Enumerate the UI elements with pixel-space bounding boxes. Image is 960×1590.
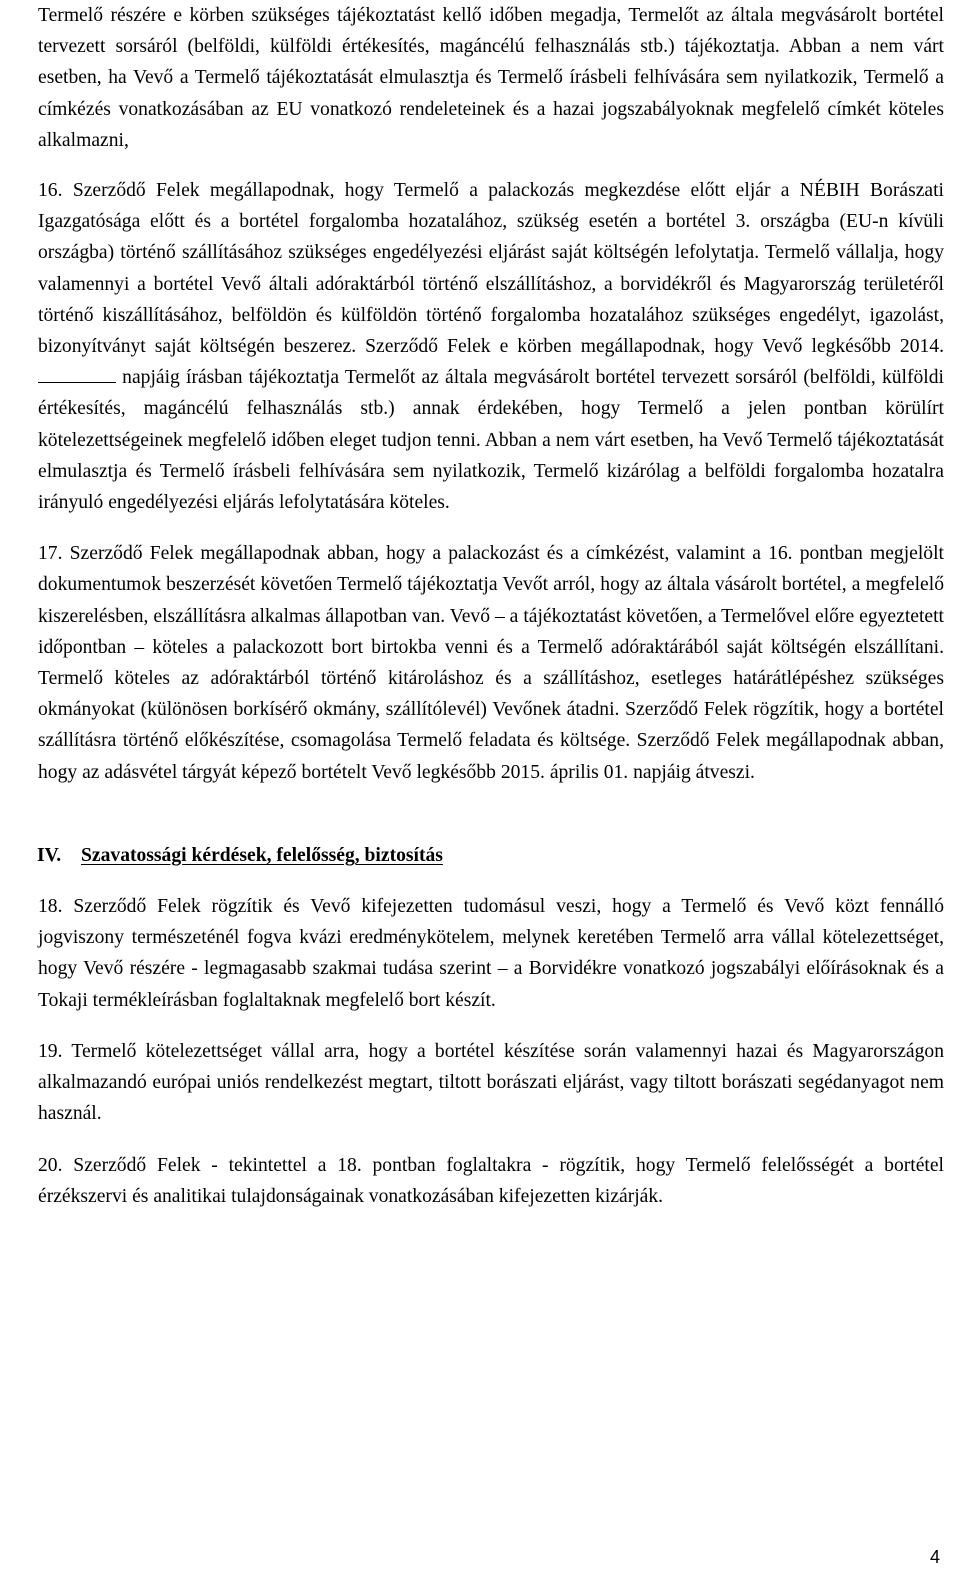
section-title: Szavatossági kérdések, felelősség, biztosítás [81,844,443,866]
clause-number: 19. [38,1040,63,1062]
clause-17-text: Szerződő Felek megállapodnak abban, hogy a palackozást és a címkézést, valamint a 16. pontban megjelölt dokumentumok beszerzését követően Termelő tájékoztatja Vevőt arról, hogy az általa vásárolt bortétel, a megfelelő kiszerelésben, elszállításra alkalmas állapotban van. Vevő – a tájékoztatást követően, a Termelővel előre egyeztetett időpontban – köteles a palackozott bort birtokba venni és a Termelő adóraktárából saját költségén elszállítani. Termelő köteles az adóraktárból történő kitároláshoz és a szállításhoz, esetleges határátlépéshez szükséges okmányokat (különösen borkísérő okmány, szállítólevél) Vevőnek átadni. Szerződő Felek rögzítik, hogy a bortétel szállításra történő előkészítése, csomagolása Termelő feladata és költsége. Szerződő Felek megállapodnak abban, hogy az adásvétel tárgyát képező bortételt Vevő legkésőbb 2015. április 01. napjáig átveszi. [38,543,944,783]
section-heading [37,840,944,871]
intro-paragraph: Termelő részére e körben szükséges tájékoztatást kellő időben megadja, Termelőt az általa megvásárolt bortétel tervezett sorsáról (belföldi, külföldi értékesítés, magáncélú felhasználás stb.) tájékoztatja. Abban a nem várt esetben, ha Vevő a Termelő tájékoztatását elmulasztja és Termelő írásbeli felhívására sem nyilatkozik, Termelő a címkézés vonatkozásában az EU vonatkozó rendeleteinek és a hazai jogszabályoknak megfelelő címkét köteles alkalmazni, [38,5,944,151]
clause-16-text-part2: napjáig írásban tájékoztatja Termelőt az általa megvásárolt bortétel tervezett sorsáról (belföldi, külföldi értékesítés, magáncélú felhasználás stb.) annak érdekében, hogy Termelő a jelen pontban körülírt kötelezettségeinek megfelelő időben eleget tudjon tenni. Abban a nem várt esetben, ha Vevő Termelő tájékoztatását elmulasztja és Termelő írásbeli felhívására sem nyilatkozik, Termelő kizárólag a belföldi forgalomba hozatalra irányuló engedélyezési eljárás lefolytatására köteles. [38,367,944,514]
clause-17 [38,538,944,788]
clause-number: 18. [38,896,63,918]
clause-number: 20. [38,1154,63,1176]
date-blank-line [38,365,116,383]
clause-19 [38,1036,944,1130]
clause-19-text: Termelő kötelezettséget vállal arra, hogy a bortétel készítése során valamennyi hazai és Magyarországon alkalmazandó európai uniós rendelkezést megtart, tiltott borászati eljárást, vagy tiltott borászati segédanyagot nem használ. [38,1040,944,1125]
section-roman-numeral: IV. [37,844,62,866]
document-page [38,0,944,1212]
clause-20-text: Szerződő Felek - tekintettel a 18. pontban foglaltakra - rögzítik, hogy Termelő felelősségét a bortétel érzékszervi és analitikai tulajdonságainak vonatkozásában kifejezetten kizárják. [38,1154,944,1207]
page-number: 4 [929,1547,940,1567]
clause-number: 17. [38,543,63,565]
clause-20 [38,1150,944,1212]
clause-16-text-part1: Szerződő Felek megállapodnak, hogy Termelő a palackozás megkezdése előtt eljár a NÉBIH Borászati Igazgatósága előtt és a bortétel forgalomba hozatalához, szükség esetén a bortétel 3. országba (EU-n kívüli országba) történő szállításához szükséges engedélyezési eljárást saját költségén lefolytatja. Termelő vállalja, hogy valamennyi a bortétel Vevő általi adóraktárból történő elszállításhoz, a borvidékről és Magyarország területéről történő kiszállításához, belföldön és külföldön történő forgalomba hozatalához szükséges engedélyt, igazolást, bizonyítványt saját költségén beszerez. Szerződő Felek e körben megállapodnak, hogy Vevő legkésőbb 2014. [38,180,944,358]
clause-18 [38,891,944,1016]
clause-18-text: Szerződő Felek rögzítik és Vevő kifejezetten tudomásul veszi, hogy a Termelő és Vevő közt fennálló jogviszony természeténél fogva kvázi eredménykötelem, melynek keretében Termelő arra vállal kötelezettséget, hogy Vevő részére - legmagasabb szakmai tudása szerint – a Borvidékre vonatkozó jogszabályi előírásoknak és a Tokaji termékleírásban foglaltaknak megfelelő bort készít. [38,896,944,1011]
clause-number: 16. [38,180,63,202]
clause-16 [38,175,944,518]
